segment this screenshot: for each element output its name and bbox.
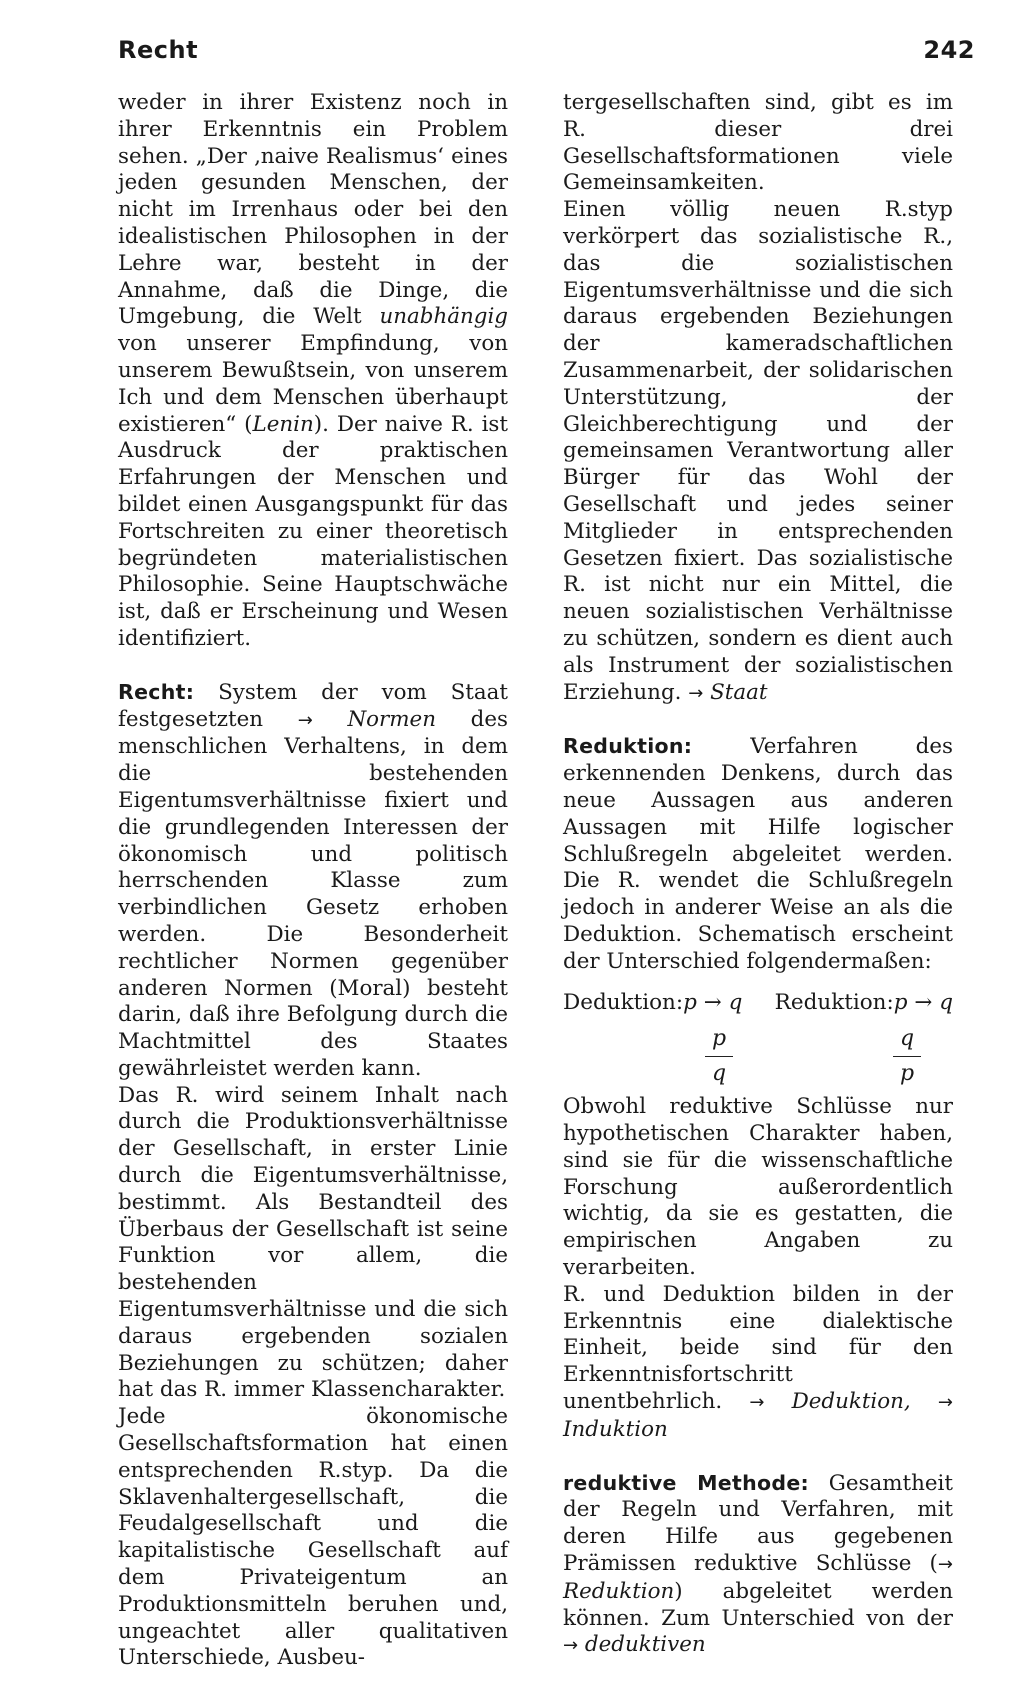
cross-reference-arrow-icon: → xyxy=(297,709,313,731)
author-name: Lenin xyxy=(252,411,314,437)
cross-reference-reduktion[interactable]: Reduktion xyxy=(563,1578,675,1604)
fraction-deduktion xyxy=(706,1024,732,1089)
paragraph-text: des menschlichen Verhaltens, in dem die bestehenden Eigentumsverhältnisse fixiert und die grundlegenden Interessen der ökonomisch und politisch herrschenden Klasse zum verbindlichen Gesetz erhoben werden. Die Besonderheit rechtlicher Normen gegenüber anderen Normen (Moral) besteht darin, daß ihre Befolgung durch die Machtmittel des Staates gewährleistet werden kann. xyxy=(118,706,508,1081)
continued-paragraph xyxy=(118,90,508,653)
lemma-reduktive-methode: reduktive Methode: xyxy=(563,1470,810,1495)
cross-reference-normen[interactable]: Normen xyxy=(347,706,436,732)
continued-paragraph: tergesellschaften sind, gibt es im R. dieser drei Gesellschaftsformationen viele Gemeinsamkeiten. xyxy=(563,90,953,196)
paragraph-text: weder in ihrer Existenz noch in ihrer Erkenntnis ein Problem sehen. „Der ‚naive Realismus‘ eines jeden gesunden Menschen, der nicht im Irrenhaus oder bei den idealistischen Philosophen in der Lehre war, besteht in der Annahme, daß die Dinge, die Umgebung, die Welt xyxy=(118,90,508,330)
page-number: 242 xyxy=(923,36,975,64)
cross-reference-staat[interactable]: Staat xyxy=(710,679,768,705)
formula-expression: p → q xyxy=(893,989,953,1015)
fraction-bar xyxy=(705,1056,733,1057)
paragraph: Das R. wird seinem Inhalt nach durch die Produktionsverhältnisse der Gesellschaft, in erster Linie durch die Eigentumsverhältnisse, bestimmt. Als Bestandteil des Überbaus der Gesellschaft ist seine Funktion vor allem, die bestehenden Eigentumsverhältnisse und die sich daraus ergebenden sozialen Beziehungen zu schützen; daher hat das R. immer Klassencharakter. xyxy=(118,1082,508,1403)
formula-fractions xyxy=(563,1024,953,1090)
cross-reference-arrow-icon: → xyxy=(937,1554,953,1576)
emphasis-text: unabhängig xyxy=(379,304,508,330)
formula-schema xyxy=(563,990,953,1017)
paragraph: Jede ökonomische Gesellschaftsformation hat einen entsprechenden R.styp. Da die Sklavenhaltergesellschaft, die Feudalgesellschaft und die kapitalistische Gesellschaft auf dem Privateigentum an Produktionsmitteln beruhen und, ungeachtet aller qualitativen Unterschiede, Ausbeu- xyxy=(118,1404,508,1671)
lemma-reduktion: Reduktion: xyxy=(563,734,693,759)
paragraph-text: Verfahren des erkennenden Denkens, durch das neue Aussagen aus anderen Aussagen mit Hilfe logischer Schlußregeln abgeleitet werden. Die R. wendet die Schlußregeln jedoch in anderer Weise an als die Deduktion. Schematisch erscheint der Unterschied folgendermaßen: xyxy=(563,734,953,974)
formula-deduktion xyxy=(563,990,742,1017)
cross-reference-deduktiven[interactable]: deduktiven xyxy=(584,1632,706,1658)
formula-label: Reduktion: xyxy=(774,989,894,1015)
paragraph-text: ). Der naive R. ist Ausdruck der praktischen Erfahrungen der Menschen und bildet einen Ausgangspunkt für das Fortschreiten zu einer theoretisch begründeten materialistischen Philosophie. Seine Hauptschwäche ist, daß er Erscheinung und Wesen identifiziert. xyxy=(118,411,509,651)
fraction-reduktion xyxy=(894,1024,920,1089)
cross-reference-induktion[interactable]: Induktion xyxy=(563,1416,668,1442)
fraction-denominator: q xyxy=(711,1061,727,1087)
paragraph-text: System der vom Staat festgesetzten xyxy=(118,679,508,732)
paragraph-text: R. und Deduktion bilden in der Erkenntnis eine dialektische Einheit, beide sind für den Erkenntnisfortschritt unentbehrlich. xyxy=(563,1281,953,1415)
entry-reduktive-methode xyxy=(563,1470,953,1661)
paragraph-text: von unserer Empfindung, von unserem Bewußtsein, von unserem Ich und dem Menschen überhaupt existieren“ ( xyxy=(118,331,508,437)
running-head-title: Recht xyxy=(118,36,199,64)
fraction-denominator: p xyxy=(899,1061,915,1087)
formula-reduktion xyxy=(775,990,953,1017)
lemma-recht: Recht: xyxy=(118,679,195,704)
formula-label: Deduktion: xyxy=(563,989,684,1015)
cross-reference-arrow-icon: → xyxy=(563,1635,579,1657)
entry-recht xyxy=(118,679,508,1083)
left-column xyxy=(118,90,508,1672)
cross-reference-arrow-icon: → xyxy=(749,1392,765,1414)
paragraph xyxy=(563,197,953,707)
right-column xyxy=(563,90,953,1660)
fraction-bar xyxy=(893,1056,921,1057)
fraction-numerator: p xyxy=(711,1026,727,1052)
cross-reference-deduktion[interactable]: Deduktion, xyxy=(791,1389,911,1415)
cross-reference-arrow-icon: → xyxy=(937,1392,953,1414)
paragraph-text: ) abgeleitet werden können. Zum Unterschied von der xyxy=(563,1578,953,1631)
paragraph-text: Gesamtheit der Regeln und Verfahren, mit deren Hilfe aus gegebenen Prämissen reduktive Schlüsse ( xyxy=(563,1470,953,1577)
entry-reduktion xyxy=(563,733,953,975)
formula-expression: p → q xyxy=(683,989,743,1015)
paragraph xyxy=(563,1282,953,1444)
cross-reference-arrow-icon: → xyxy=(688,682,704,704)
paragraph: Obwohl reduktive Schlüsse nur hypothetischen Charakter haben, sind sie für die wissenschaftliche Forschung außerordentlich wichtig, da sie es gestatten, die empirischen Angaben zu verarbeiten. xyxy=(563,1094,953,1281)
paragraph-text: Einen völlig neuen R.styp verkörpert das sozialistische R., das die sozialistischen Eigentumsverhältnisse und die sich daraus ergebenden Beziehungen der kameradschaftlichen Zusammenarbeit, der solidarischen Unterstützung, der Gleichberechtigung und der gemeinsamen Verantwortung aller Bürger für das Wohl der Gesellschaft und jedes seiner Mitglieder in entsprechenden Gesetzen fixiert. Das sozialistische R. ist nicht nur ein Mittel, die neuen sozialistischen Verhältnisse zu schützen, sondern es dient auch als Instrument der sozialistischen Erziehung. xyxy=(563,197,953,705)
fraction-numerator: q xyxy=(899,1026,915,1052)
